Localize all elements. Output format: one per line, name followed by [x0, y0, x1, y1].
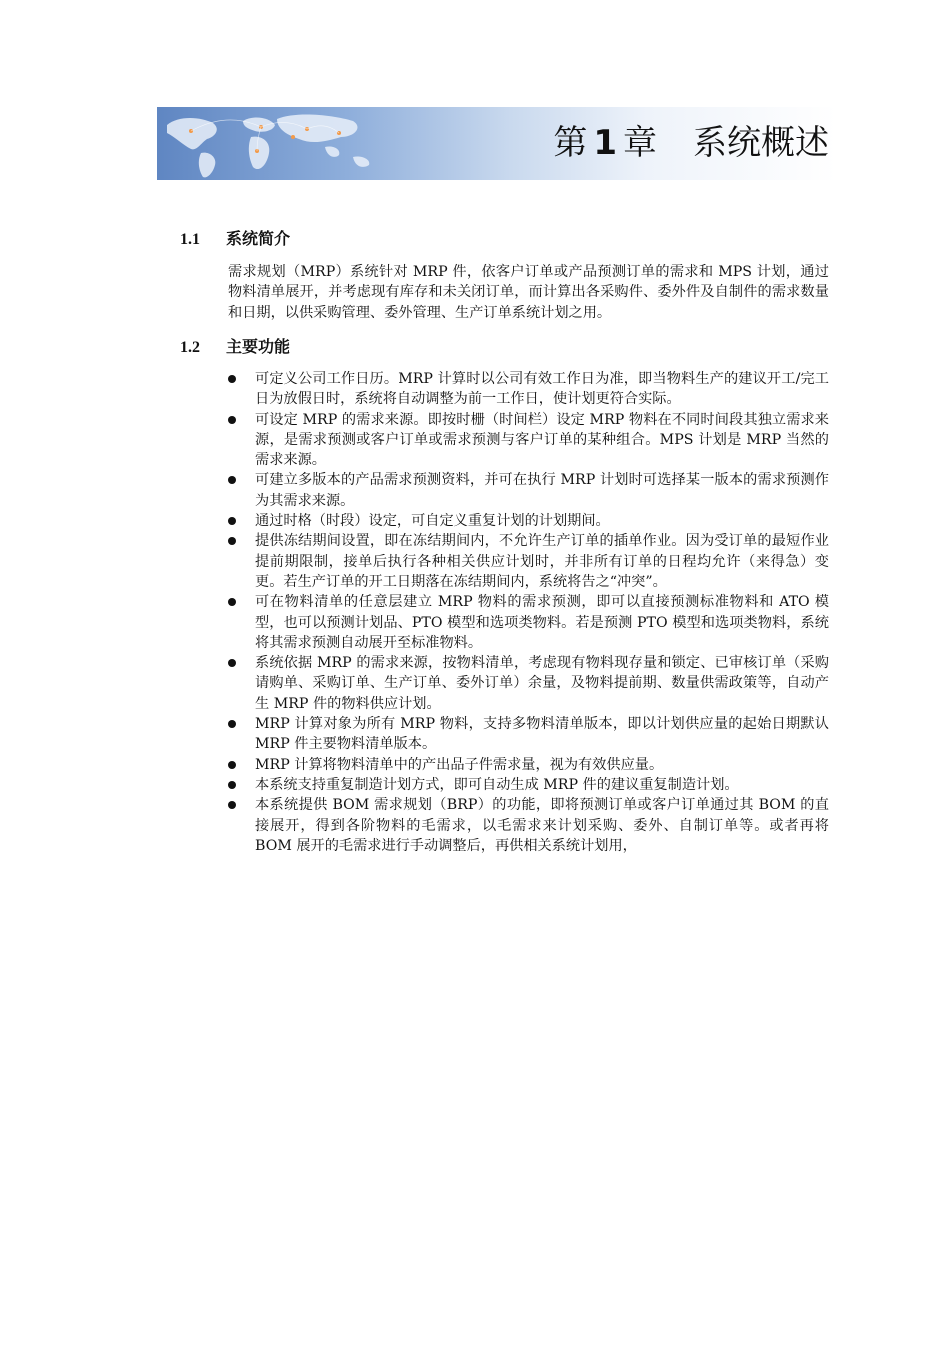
- list-item: [228, 511, 829, 531]
- chapter-title: [553, 119, 829, 167]
- list-item: [228, 410, 829, 471]
- list-item: [228, 775, 829, 795]
- bullet-icon: [228, 781, 236, 789]
- section-heading-intro: [180, 229, 290, 250]
- section-number: 1.2: [180, 339, 200, 356]
- chapter-name: 系统概述: [693, 123, 829, 163]
- chapter-number: 1: [593, 123, 617, 163]
- section-heading-features: [180, 337, 290, 358]
- chapter-banner: [157, 107, 837, 180]
- bullet-icon: [228, 761, 236, 769]
- list-item: [228, 755, 829, 775]
- list-item-text: 本系统支持重复制造计划方式，即可自动生成 MRP 件的建议重复制造计划。: [255, 776, 739, 793]
- chapter-prefix: 第: [553, 123, 588, 163]
- bullet-icon: [228, 517, 236, 525]
- list-item-text: 本系统提供 BOM 需求规划（BRP）的功能，即将预测订单或客户订单通过其 BOM 的直接展开，得到各阶物料的毛需求，以毛需求来计划采购、委外、自制订单等。或者再将 BOM 展开的毛需求进行手动调整后，再供相关系统计划用，: [255, 797, 829, 854]
- section-title: 系统简介: [226, 229, 291, 248]
- list-item: [228, 653, 829, 714]
- list-item-text: 可在物料清单的任意层建立 MRP 物料的需求预测，即可以直接预测标准物料和 ATO 模型，也可以预测计划品、PTO 模型和选项类物料。若是预测 PTO 模型和选项类物料，系统将其需求预测自动展开至标准物料。: [255, 594, 829, 651]
- list-item: [228, 369, 829, 410]
- bullet-icon: [228, 416, 236, 424]
- intro-paragraph: 需求规划（MRP）系统针对 MRP 件，依客户订单或产品预测订单的需求和 MPS 计划，通过物料清单展开，并考虑现有库存和未关闭订单，而计算出各采购件、委外件及自制件的需求数量和日期，以供采购管理、委外管理、生产订单系统计划之用。: [228, 264, 829, 321]
- bullet-icon: [228, 659, 236, 667]
- list-item-text: 系统依据 MRP 的需求来源，按物料清单，考虑现有物料现存量和锁定、已审核订单（采购请购单、采购订单、生产订单、委外订单）余量，及物料提前期、数量供需政策等，自动产生 MRP 件的物料供应计划。: [255, 655, 829, 712]
- list-item: [228, 714, 829, 755]
- list-item-text: MRP 计算将物料清单中的产出品子件需求量，视为有效供应量。: [255, 756, 664, 773]
- list-item: [228, 470, 829, 511]
- bullet-icon: [228, 598, 236, 606]
- bullet-icon: [228, 476, 236, 484]
- feature-list: [228, 369, 829, 856]
- world-map-icon: [157, 107, 487, 180]
- list-item-text: 通过时格（时段）设定，可自定义重复计划的计划期间。: [255, 513, 610, 530]
- bullet-icon: [228, 375, 236, 383]
- list-item-text: 提供冻结期间设置，即在冻结期间内，不允许生产订单的插单作业。因为受订单的最短作业提前期限制，接单后执行各种相关供应计划时，并非所有订单的日程均允许（来得急）变更。若生产订单的开工日期落在冻结期间内，系统将告之“冲突”。: [255, 533, 829, 590]
- list-item: [228, 592, 829, 653]
- list-item-text: 可设定 MRP 的需求来源。即按时栅（时间栏）设定 MRP 物料在不同时间段其独立需求来源，是需求预测或客户订单或需求预测与客户订单的某种组合。MPS 计划是 MRP 当然的需求来源。: [255, 411, 829, 469]
- section-title: 主要功能: [226, 337, 291, 356]
- list-item: [228, 531, 829, 592]
- list-item-text: 可定义公司工作日历。MRP 计算时以公司有效工作日为准，即当物料生产的建议开工/完工日为放假日时，系统将自动调整为前一工作日，使计划更符合实际。: [255, 371, 829, 408]
- list-item-text: 可建立多版本的产品需求预测资料，并可在执行 MRP 计划时可选择某一版本的需求预测作为其需求来源。: [255, 472, 829, 509]
- chapter-suffix: 章: [623, 123, 657, 163]
- section-number: 1.1: [180, 231, 200, 248]
- list-item: [228, 795, 829, 856]
- list-item-text: MRP 计算对象为所有 MRP 物料，支持多物料清单版本，即以计划供应量的起始日期默认 MRP 件主要物料清单版本。: [255, 716, 829, 753]
- bullet-icon: [228, 720, 236, 728]
- bullet-icon: [228, 801, 236, 809]
- bullet-icon: [228, 537, 236, 545]
